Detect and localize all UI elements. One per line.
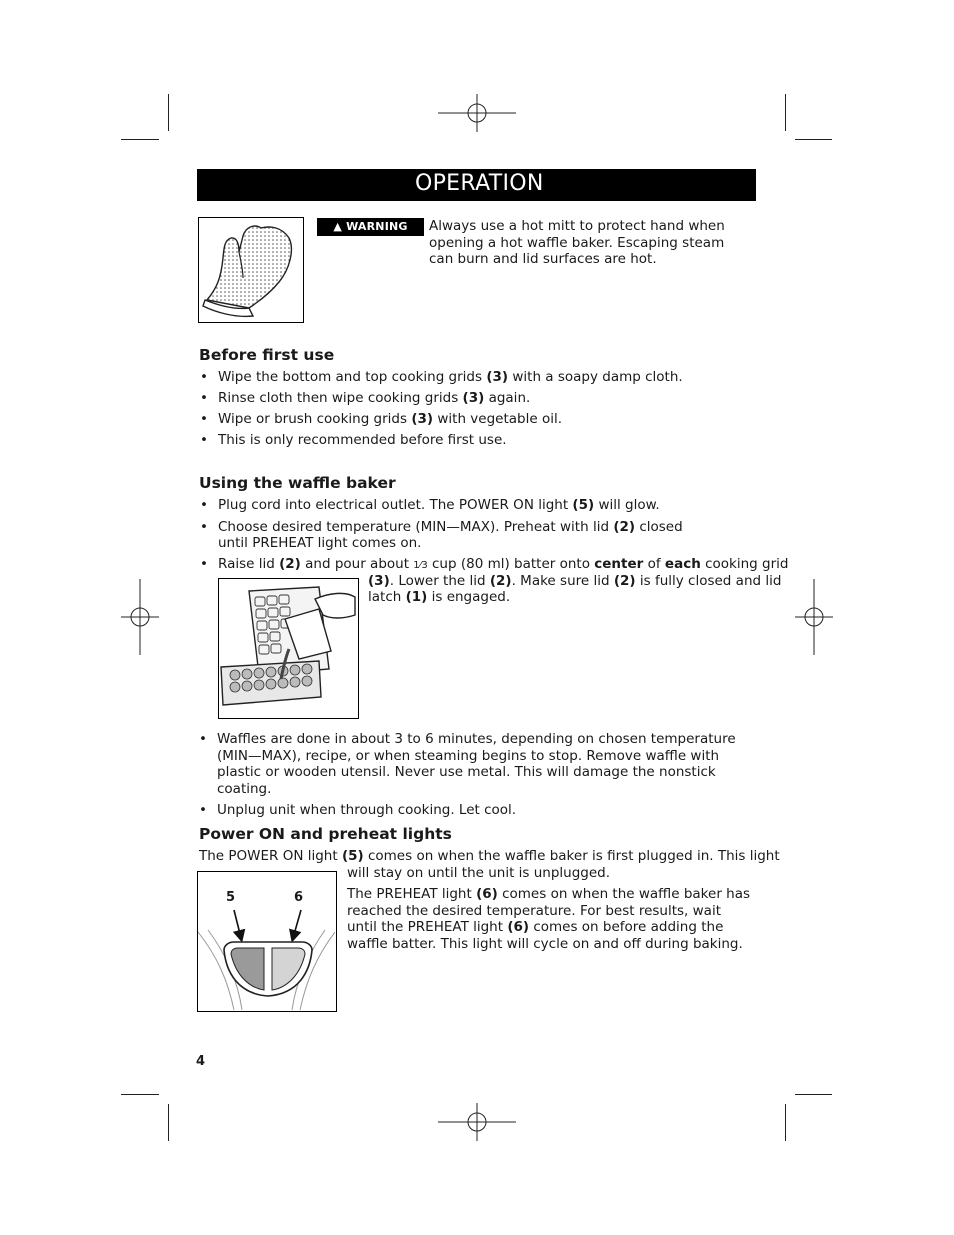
list-item: • Waffles are done in about 3 to 6 minutes, depending on chosen temperature (MIN—MAX), recipe, or when steaming begins to stop. Remove waffle with plastic or wooden utensil. Never use metal. This will damage the nonstick coating. (198, 731, 738, 797)
list-item: • Wipe the bottom and top cooking grids (3) with a soapy damp cloth. (199, 369, 759, 386)
label-5: 5 (226, 890, 236, 905)
warning-triangle-icon: ▲ (333, 220, 343, 233)
oven-mitt-illustration (198, 217, 304, 323)
registration-mark-bottom (438, 1103, 516, 1141)
before-first-use-list (199, 369, 759, 449)
warning-badge-label: WARNING (346, 220, 408, 233)
list-item: • This is only recommended before first use. (199, 432, 759, 449)
lights-heading: Power ON and preheat lights (199, 825, 452, 843)
page-number: 4 (196, 1054, 206, 1069)
using-list-bottom (198, 731, 738, 818)
section-title-bar (197, 169, 756, 201)
waffle-baker-pour-icon (219, 579, 357, 717)
before-first-use-heading: Before first use (199, 346, 335, 364)
lights-para-2: The PREHEAT light (6) comes on when the waffle baker has reached the desired temperature. For best results, wait until the PREHEAT light (6) comes on before adding the waffle batter. This light will cycle on and off during baking. (347, 886, 751, 952)
list-item: • Wipe or brush cooking grids (3) with vegetable oil. (199, 411, 759, 428)
pour-batter-illustration (218, 578, 359, 719)
registration-mark-left (121, 579, 159, 655)
indicator-lights-illustration (197, 871, 337, 1012)
page-title: OPERATION (415, 171, 544, 196)
list-item: • Rinse cloth then wipe cooking grids (3) again. (199, 390, 759, 407)
oven-mitt-icon (199, 218, 302, 321)
list-item: • Unplug unit when through cooking. Let cool. (198, 802, 738, 819)
warning-text: Always use a hot mitt to protect hand when opening a hot waffle baker. Escaping steam can burn and lid surfaces are hot. (429, 218, 725, 267)
using-list-top (199, 497, 699, 552)
indicator-lights-icon (198, 872, 335, 1010)
using-waffle-baker-heading: Using the waffle baker (199, 474, 396, 492)
registration-mark-right (795, 579, 833, 655)
warning-badge (317, 218, 424, 236)
list-item: • Plug cord into electrical outlet. The POWER ON light (5) will glow. (199, 497, 699, 514)
lights-para-1: The POWER ON light (5) comes on when the waffle baker is first plugged in. This light will stay on until the unit is unplugged. (199, 848, 780, 881)
label-6: 6 (294, 890, 304, 905)
registration-mark-top (438, 94, 516, 132)
list-item: • Choose desired temperature (MIN—MAX). Preheat with lid (2) closed until PREHEAT light comes on. (199, 519, 699, 552)
